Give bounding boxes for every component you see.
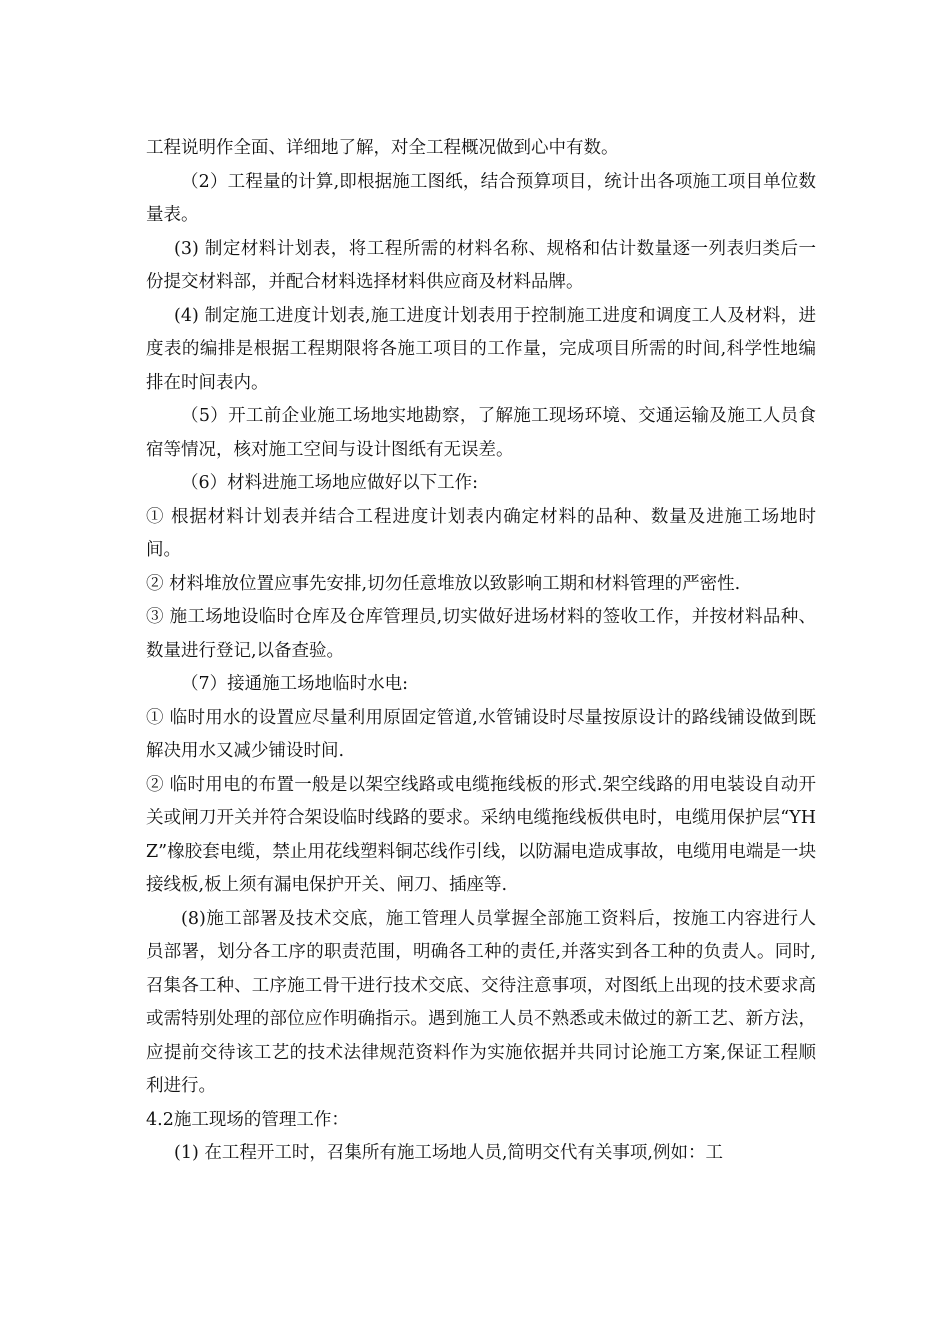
paragraph: （2）工程量的计算,即根据施工图纸，结合预算项目，统计出各项施工项目单位数量表。 xyxy=(146,171,816,225)
paragraph: (8)施工部署及技术交底，施工管理人员掌握全部施工资料后，按施工内容进行人员部署，划分各工序的职责范围，明确各工种的责任,并落实到各工种的负责人。同时,召集各工种、工序施工骨干进行技术交底、交待注意事项，对图纸上出现的技术要求高或需特别处理的部位应作明确指示。遇到施工人员不熟悉或未做过的新工艺、新方法，应提前交待该工艺的技术法律规范资料作为实施依据并共同讨论施工方案,保证工程顺利进行。 xyxy=(146,908,816,1096)
paragraph: ① 临时用水的设置应尽量利用原固定管道,水管铺设时尽量按原设计的路线铺设做到既解决用水又减少铺设时间. xyxy=(146,707,816,761)
paragraph: （5）开工前企业施工场地实地勘察，了解施工现场环境、交通运输及施工人员食宿等情况，核对施工空间与设计图纸有无误差。 xyxy=(146,406,816,460)
paragraph: 工程说明作全面、详细地了解，对全工程概况做到心中有数。 xyxy=(146,138,619,158)
document-body xyxy=(146,132,816,1171)
paragraph: (1) 在工程开工时，召集所有施工场地人员,简明交代有关事项,例如：工 xyxy=(174,1143,723,1163)
paragraph: (4) 制定施工进度计划表,施工进度计划表用于控制施工进度和调度工人及材料，进度表的编排是根据工程期限将各施工项目的工作量，完成项目所需的时间,科学性地编排在时间表内。 xyxy=(146,305,816,393)
paragraph: （6）材料进施工场地应做好以下工作: xyxy=(181,473,479,493)
paragraph: ② 临时用电的布置一般是以架空线路或电缆拖线板的形式.架空线路的用电装设自动开关或闸刀开关并符合架设临时线路的要求。采纳电缆拖线板供电时，电缆用保护层“YHZ”橡胶套电缆，禁止用花线塑料铜芯线作引线，以防漏电造成事故，电缆用电端是一块接线板,板上须有漏电保护开关、闸刀、插座等. xyxy=(146,774,816,895)
paragraph: (3) 制定材料计划表，将工程所需的材料名称、规格和估计数量逐一列表归类后一份提交材料部，并配合材料选择材料供应商及材料品牌。 xyxy=(146,238,816,292)
paragraph: ① 根据材料计划表并结合工程进度计划表内确定材料的品种、数量及进施工场地时间。 xyxy=(146,506,816,560)
paragraph: ③ 施工场地设临时仓库及仓库管理员,切实做好进场材料的签收工作，并按材料品种、数量进行登记,以备查验。 xyxy=(146,607,816,661)
section-heading: 4.2施工现场的管理工作： xyxy=(146,1109,349,1130)
paragraph: （7）接通施工场地临时水电: xyxy=(181,674,409,694)
paragraph: ② 材料堆放位置应事先安排,切勿任意堆放以致影响工期和材料管理的严密性. xyxy=(146,573,741,594)
